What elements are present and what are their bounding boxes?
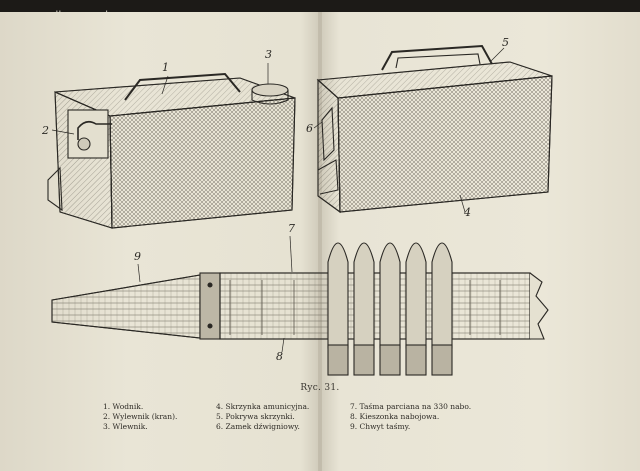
callout-9: 9 xyxy=(134,250,141,263)
ammo-belt-drawing xyxy=(52,243,548,375)
legend-column-2 xyxy=(216,402,309,432)
callout-1: 1 xyxy=(162,61,169,74)
legend-item: 3. Wlewnik. xyxy=(103,422,148,431)
legend-item: 8. Kieszonka nabojowa. xyxy=(350,412,440,421)
water-can-drawing xyxy=(48,74,295,228)
legend-item: 5. Pokrywa skrzynki. xyxy=(216,412,295,421)
callout-8: 8 xyxy=(276,350,283,363)
legend-item: 2. Wylewnik (kran). xyxy=(103,412,178,421)
callout-7: 7 xyxy=(288,222,295,235)
callout-2: 2 xyxy=(42,124,49,137)
legend-column-3 xyxy=(350,402,471,432)
callout-5: 5 xyxy=(502,36,509,49)
legend-item: 9. Chwyt taśmy. xyxy=(350,422,411,431)
legend-column-1 xyxy=(103,402,177,432)
callout-4: 4 xyxy=(464,206,471,219)
legend-item: 4. Skrzynka amunicyjna. xyxy=(216,402,310,411)
legend-item: 6. Zamek dźwigniowy. xyxy=(216,422,300,431)
figure-caption: Ryc. 31. xyxy=(300,383,340,393)
callout-3: 3 xyxy=(265,48,272,61)
legend-item: 7. Taśma parciana na 330 nabo. xyxy=(350,402,472,411)
callout-6: 6 xyxy=(306,122,313,135)
legend-item: 1. Wodnik. xyxy=(103,402,144,411)
ammo-box-drawing xyxy=(318,46,552,212)
